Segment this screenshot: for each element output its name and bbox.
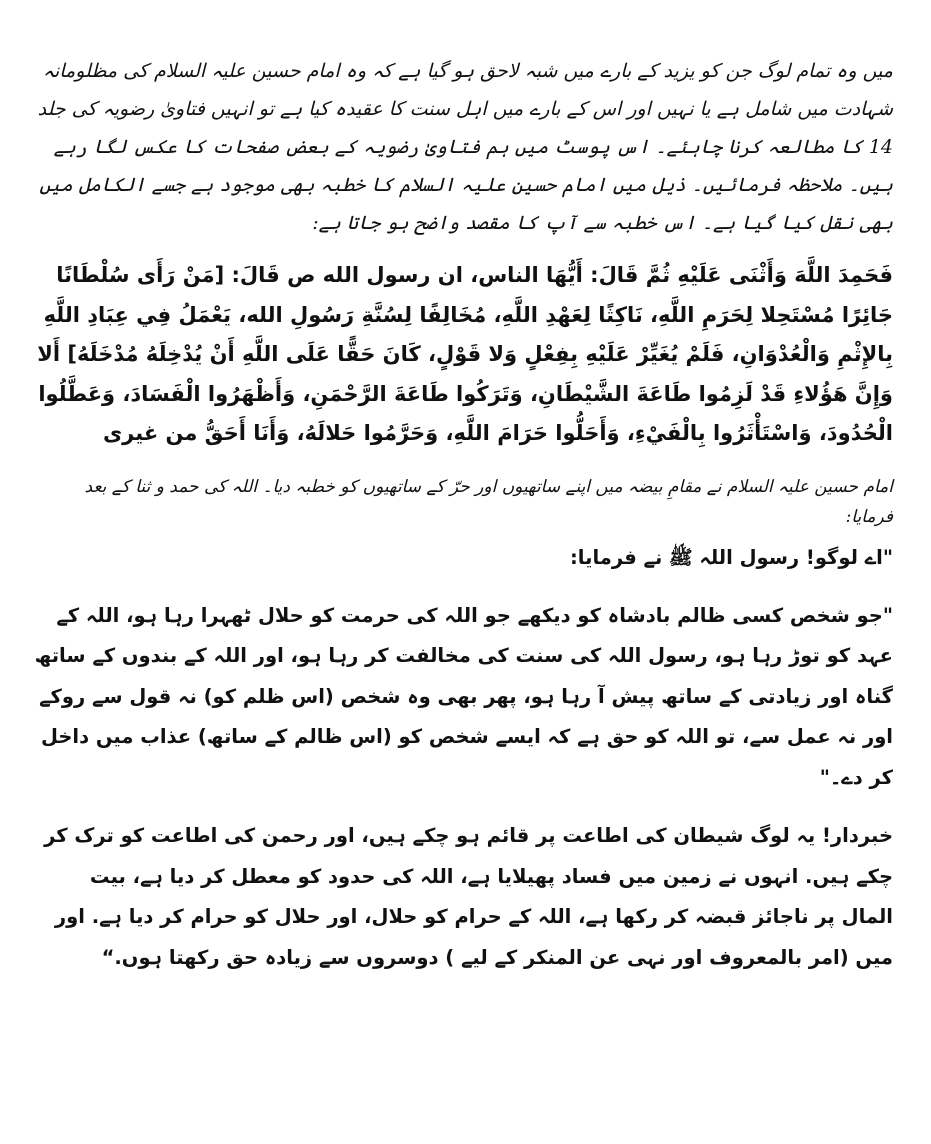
- warning-paragraph: خبردار! یہ لوگ شیطان کی اطاعت پر قائم ہو چکے ہیں، اور رحمن کی اطاعت کو ترک کر چکے ہیں. انہوں نے زمین میں فساد پھیلایا ہے، اللہ کی حدود کو معطل کر دیا ہے، بیت المال پر ناجائز قبضہ کر رکھا ہے، اللہ کے حرام کو حلال، اور حلال کو حرام کر دیا ہے. اور میں (امر بالمعروف اور نہی عن المنکر کے لیے ) دوسروں سے زیادہ حق رکھتا ہوں.“: [44, 824, 893, 969]
- hadith-translation-paragraph: "جو شخص کسی ظالم بادشاہ کو دیکھے جو اللہ کی حرمت کو حلال ٹھہرا رہا ہو، اللہ کے عہد کو توڑ رہا ہو، رسول اللہ کی سنت کی مخالفت کر رہا ہو، اور اللہ کے بندوں کے ساتھ گناہ اور زیادتی کے ساتھ پیش آ رہا ہو، پھر بھی وہ شخص (اس ظلم کو) نہ قول سے روکے اور نہ عمل سے، تو اللہ کو حق ہے کہ ایسے شخص کو (اس ظالم کے ساتھ) عذاب میں داخل کر دے۔": [34, 603, 893, 789]
- intro-paragraph: میں وہ تمام لوگ جن کو یزید کے بارے میں شبہ لاحق ہو گیا ہے کہ وہ امام حسین علیہ السلام کی مظلومانہ شہادت میں شامل ہے یا نہیں اور اس کے بارے میں اہل سنت کا عقیدہ کیا ہے تو انہیں فتاویٰ رضویہ کی جلد 14 کا مطالعہ کرنا چاہئے۔ اس پوسٹ میں ہم فتاویٰ رضویہ کے بعض صفحات کا عکس لگا رہے ہیں۔ ملاحظہ فرمائیں۔ ذیل میں امام حسین علیہ السلام کا خطبہ بھی موجود ہے جسے الکامل میں بھی نقل کیا گیا ہے۔ اس خطبہ سے آپ کا مقصد واضح ہو جاتا ہے:: [37, 60, 893, 234]
- prophet-quote-intro: "اے لوگو! رسول اللہ ﷺ نے فرمایا:: [570, 545, 893, 569]
- arabic-sermon-paragraph: فَحَمِدَ اللَّهَ وَأَثْنَى عَلَيْهِ ثُمَّ قَالَ: أَيُّهَا الناس، ان رسول الله ص قَالَ: [مَنْ رَأَى سُلْطَانًا جَائِرًا مُسْتَحِلا لِحَرَمِ اللَّهِ، نَاكِثًا لِعَهْدِ اللَّهِ، مُخَالِفًا لِسُنَّةِ رَسُولِ الله، يَعْمَلُ فِي عِبَادِ اللَّهِ بِالإِثْمِ وَالْعُدْوَانِ، فَلَمْ يُغَيِّرْ عَلَيْهِ بِفِعْلٍ وَلا قَوْلٍ، كَانَ حَقًّا عَلَى اللَّهِ أَنْ يُدْخِلَهُ مُدْخَلَهُ] أَلا وَإِنَّ هَؤُلاءِ قَدْ لَزِمُوا طَاعَةَ الشَّيْطَانِ، وَتَرَكُوا طَاعَةَ الرَّحْمَنِ، وَأَظْهَرُوا الْفَسَادَ، وَعَطَّلُوا الْحُدُودَ، وَاسْتَأْثَرُوا بِالْفَيْءِ، وَأَحَلُّوا حَرَامَ اللَّهِ، وَحَرَّمُوا حَلالَهُ، وَأَنَا أَحَقُّ من غيرى: [37, 263, 893, 445]
- sermon-caption: امام حسین علیہ السلام نے مقامِ بیضہ میں اپنے ساتھیوں اور حرّ کے ساتھیوں کو خطبہ دیا۔ اللہ کی حمد و ثنا کے بعد فرمایا:: [84, 476, 893, 527]
